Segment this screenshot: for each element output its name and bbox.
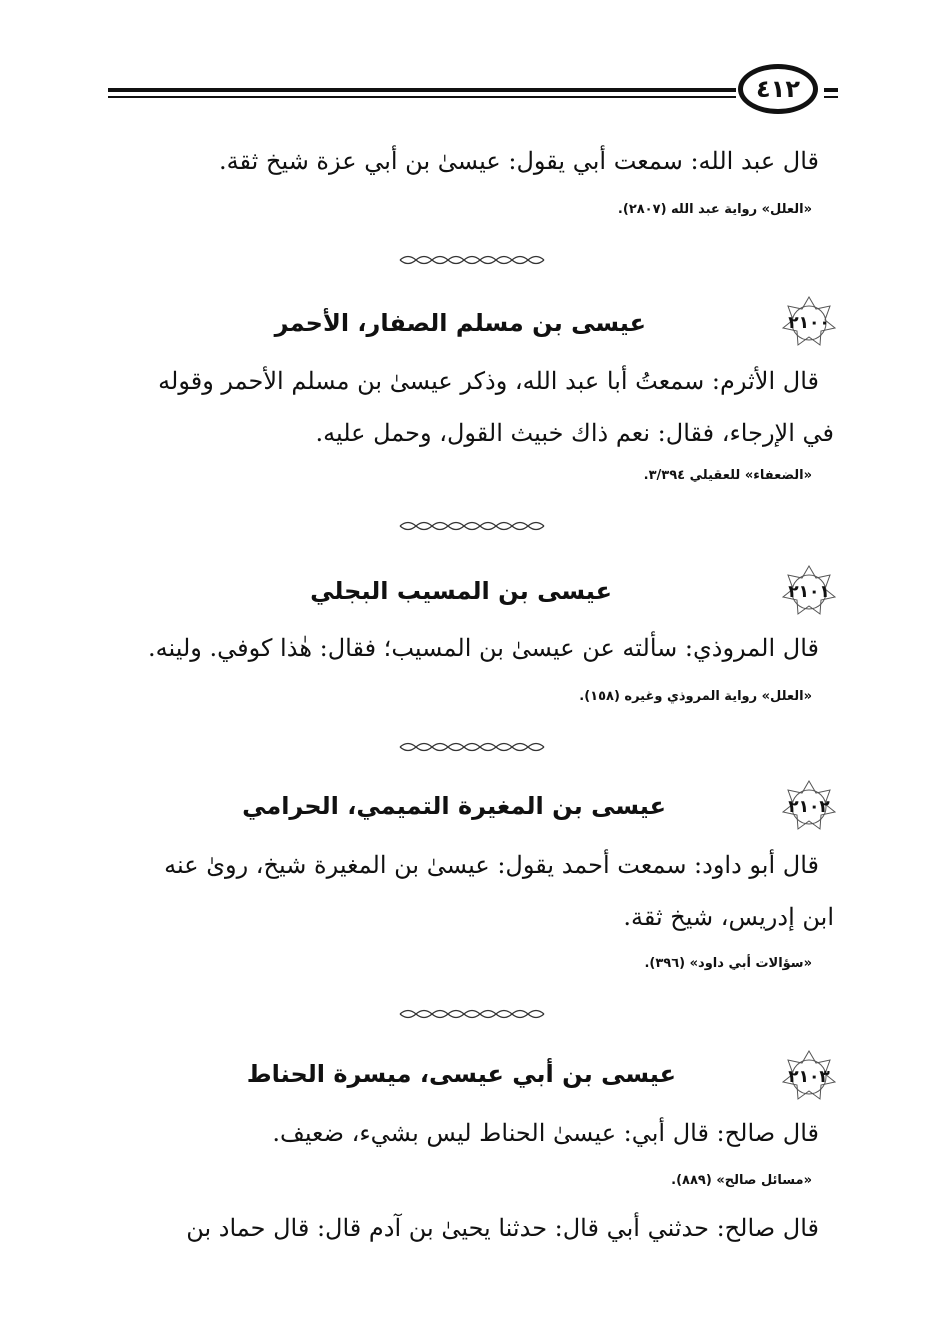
entry-1-line-2: في الإرجاء، فقال: نعم ذاك خبيث القول، وحمل عليه. xyxy=(315,419,834,447)
entry-4-title: عيسى بن أبي عيسى، ميسرة الحناط xyxy=(246,1060,676,1088)
entry-0-source: «العلل» رواية عبد الله (٢٨٠٧). xyxy=(617,202,812,217)
entry-3-line-1: قال أبو داود: سمعت أحمد يقول: عيسىٰ بن المغيرة شيخ، روىٰ عنه xyxy=(164,851,819,879)
entry-2-line-1: قال المروذي: سألته عن عيسىٰ بن المسيب؛ فقال: هٰذا كوفي. ولينه. xyxy=(147,634,819,662)
entry-2-source: «العلل» رواية المروذي وغيره (١٥٨). xyxy=(579,689,812,704)
entry-number-badge: ٢١٠٢ xyxy=(780,778,838,836)
entry-3-source: «سؤالات أبي داود» (٣٩٦). xyxy=(644,956,812,971)
entry-number-badge: ٢١٠٣ xyxy=(780,1048,838,1106)
header-rule-right-thin xyxy=(824,96,838,98)
entry-4-source: «مسائل صالح» (٨٨٩). xyxy=(671,1173,812,1188)
header-rule-right-thick xyxy=(824,88,838,92)
ornament-divider xyxy=(398,740,548,754)
entry-3-title: عيسى بن المغيرة التميمي، الحرامي xyxy=(242,792,666,820)
entry-3-line-2: ابن إدريس، شيخ ثقة. xyxy=(623,903,834,931)
entry-0-line-1: قال عبد الله: سمعت أبي يقول: عيسىٰ بن أبي عزة شيخ ثقة. xyxy=(219,147,819,175)
entry-2-title: عيسى بن المسيب البجلي xyxy=(310,577,612,605)
entry-4-line-2: قال صالح: حدثني أبي قال: حدثنا يحيىٰ بن آدم قال: قال حماد بن xyxy=(186,1214,819,1242)
entry-1-source: «الضعفاء» للعقيلي ٣/٣٩٤. xyxy=(643,468,812,483)
entry-1-title: عيسى بن مسلم الصفار، الأحمر xyxy=(274,309,646,337)
entry-number-badge: ٢١٠٠ xyxy=(780,294,838,352)
header-rule-thick xyxy=(108,88,736,92)
header-rule-thin xyxy=(108,96,736,98)
entry-4-line-1: قال صالح: قال أبي: عيسىٰ الحناط ليس بشيء، ضعيف. xyxy=(272,1119,819,1147)
page-number-badge xyxy=(738,64,818,114)
page-number: ٤١٢ xyxy=(756,75,800,103)
ornament-divider xyxy=(398,253,548,267)
entry-number-badge: ٢١٠١ xyxy=(780,563,838,621)
ornament-divider xyxy=(398,1007,548,1021)
entry-1-line-1: قال الأثرم: سمعتُ أبا عبد الله، وذكر عيسىٰ بن مسلم الأحمر وقوله xyxy=(158,367,819,395)
ornament-divider xyxy=(398,519,548,533)
